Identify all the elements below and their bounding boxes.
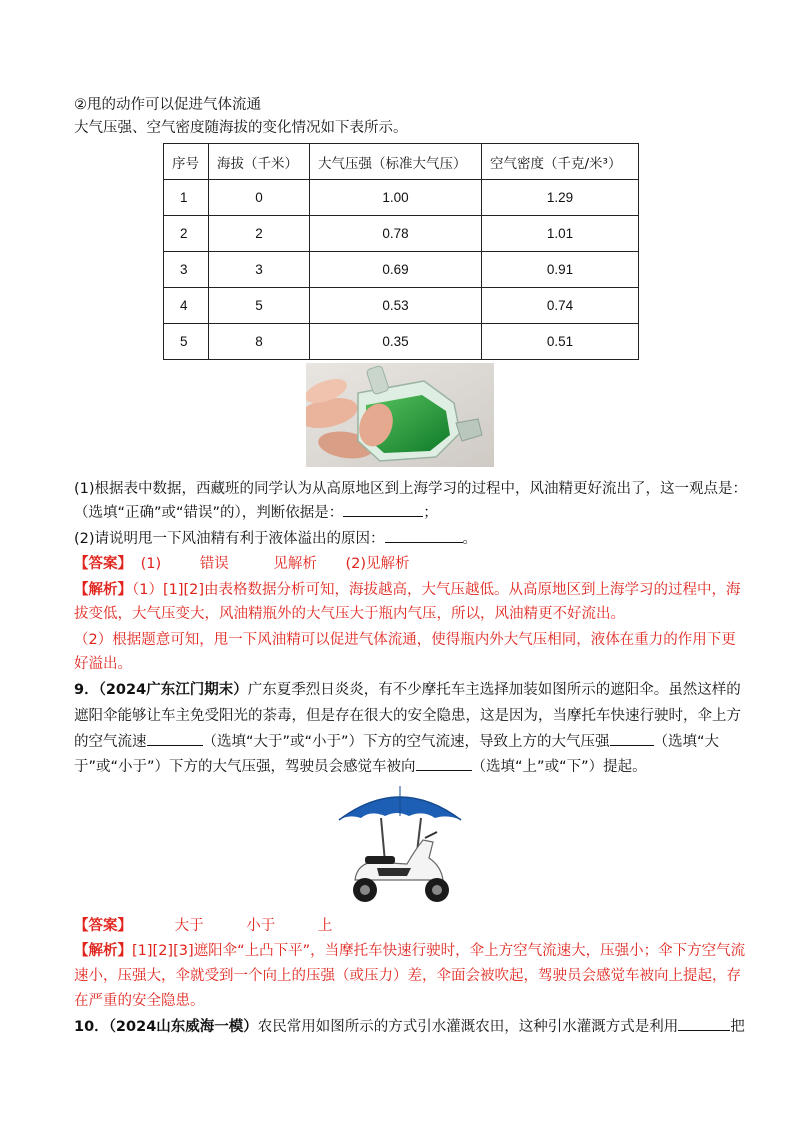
text-span: (2)请说明甩一下风油精有利于液体溢出的原因：	[74, 531, 385, 547]
question-source: （2024广东江门期末）	[98, 682, 248, 698]
answer-blank	[416, 756, 472, 771]
table-row	[164, 180, 639, 216]
table-cell: 0.91	[482, 252, 639, 288]
text-line	[74, 528, 477, 549]
table-cell: 5	[164, 324, 209, 360]
answer-part: (2)见解析	[345, 556, 410, 572]
explanation-line: （2）根据题意可知，甩一下风油精可以促进气体流通，使得瓶内外大气压相同，液体在重力的作用下更	[74, 632, 736, 648]
text-span: 把	[730, 1019, 745, 1035]
scooter-umbrella-photo	[337, 780, 463, 910]
text-line: (1)根据表中数据，西藏班的同学认为从高原地区到上海学习的过程中，风油精更好流出了，这一观点是：	[74, 481, 748, 497]
table-cell: 0.51	[482, 324, 639, 360]
answer-part: 小于	[246, 918, 276, 934]
text-span: （选填“大	[653, 734, 720, 750]
explanation-line: 拔变低，大气压变大，风油精瓶外的大气压大于瓶内气压，所以，风油精更不好流出。	[74, 606, 625, 622]
text-line: ②甩的动作可以促进气体流通	[74, 97, 261, 113]
explanation-tag: 【解析】	[74, 943, 132, 959]
table-row	[164, 324, 639, 360]
table-cell: 0.74	[482, 288, 639, 324]
explanation-line	[74, 941, 745, 961]
table-cell: 5	[209, 288, 310, 324]
explanation-line	[74, 580, 741, 600]
explanation-tag: 【解析】	[74, 582, 132, 598]
text-span: 。	[462, 531, 478, 547]
table-header: 空气密度（千克/米³）	[482, 144, 639, 180]
table-row	[164, 252, 639, 288]
oil-bottle-photo	[306, 363, 494, 467]
text-span: 于”或“小于”）下方的大气压强，驾驶员会感觉车被向	[74, 759, 416, 775]
table-cell: 0.69	[310, 252, 482, 288]
table-cell: 0	[209, 180, 310, 216]
table-cell: 4	[164, 288, 209, 324]
table-cell: 1	[164, 180, 209, 216]
question-number: 10．	[74, 1019, 109, 1035]
explanation-line: 速小，压强大，伞就受到一个向上的压强（或压力）差，伞面会被吹起，驾驶员会感觉车被向上提起，存	[74, 968, 741, 984]
question-line	[74, 680, 741, 700]
text-span: [1][2][3]遮阳伞“上凸下平”，当摩托车快速行驶时，伞上方空气流速大，压强小；伞下方空气流	[132, 943, 746, 959]
table-header: 海拔（千米）	[209, 144, 310, 180]
answer-blank	[610, 731, 654, 746]
answer-part: 上	[317, 918, 333, 934]
answer-line	[74, 916, 332, 936]
table-cell: 1.00	[310, 180, 482, 216]
text-span: 的空气流速	[74, 734, 147, 750]
table-header-row	[164, 144, 639, 180]
table-header: 大气压强（标准大气压）	[310, 144, 482, 180]
text-span: 农民常用如图所示的方式引水灌溉农田，这种引水灌溉方式是利用	[257, 1019, 679, 1035]
table-cell: 1.01	[482, 216, 639, 252]
table-row	[164, 216, 639, 252]
table-cell: 2	[164, 216, 209, 252]
table-cell: 3	[209, 252, 310, 288]
answer-tag: 【答案】	[74, 556, 132, 572]
explanation-line: 好溢出。	[74, 656, 132, 672]
text-span: 广东夏季烈日炎炎，有不少摩托车主选择加装如图所示的遮阳伞。虽然这样的	[247, 682, 741, 698]
answer-part: 错误	[199, 556, 229, 572]
answer-part: (1)	[140, 556, 162, 572]
text-span: （选填“大于”或“小于”）下方的空气流速，导致上方的大气压强	[202, 734, 610, 750]
answer-blank	[147, 731, 203, 746]
explanation-line: 在严重的安全隐患。	[74, 993, 205, 1009]
text-line	[74, 731, 719, 752]
table-header: 序号	[164, 144, 209, 180]
text-line	[74, 502, 438, 523]
table-row	[164, 288, 639, 324]
question-line	[74, 1016, 745, 1037]
answer-blank	[385, 528, 463, 543]
table-cell: 8	[209, 324, 310, 360]
answer-blank	[678, 1016, 730, 1031]
answer-part: 大于	[174, 918, 204, 934]
table-cell: 3	[164, 252, 209, 288]
answer-tag: 【答案】	[74, 918, 132, 934]
text-line	[74, 756, 647, 777]
answer-line	[74, 554, 410, 574]
table-cell: 0.53	[310, 288, 482, 324]
table-cell: 2	[209, 216, 310, 252]
table-cell: 1.29	[482, 180, 639, 216]
question-source: （2024山东威海一模）	[108, 1019, 258, 1035]
table-cell: 0.35	[310, 324, 482, 360]
question-number: 9．	[74, 682, 99, 698]
text-span: （选填“正确”或“错误”的），判断依据是：	[74, 505, 344, 521]
answer-part: 见解析	[273, 556, 317, 572]
altitude-table	[163, 143, 639, 360]
text-span: （选填“上”或“下”）提起。	[471, 759, 647, 775]
text-span: ；	[423, 505, 438, 521]
text-span: （1）[1][2]由表格数据分析可知，海拔越高，大气压越低。从高原地区到上海学习的过程中，海	[132, 582, 741, 598]
text-line: 遮阳伞能够让车主免受阳光的荼毒，但是存在很大的安全隐患，这是因为，当摩托车快速行驶时，伞上方	[74, 708, 741, 724]
text-line: 大气压强、空气密度随海拔的变化情况如下表所示。	[74, 120, 408, 136]
answer-blank	[343, 502, 423, 517]
table-cell: 0.78	[310, 216, 482, 252]
